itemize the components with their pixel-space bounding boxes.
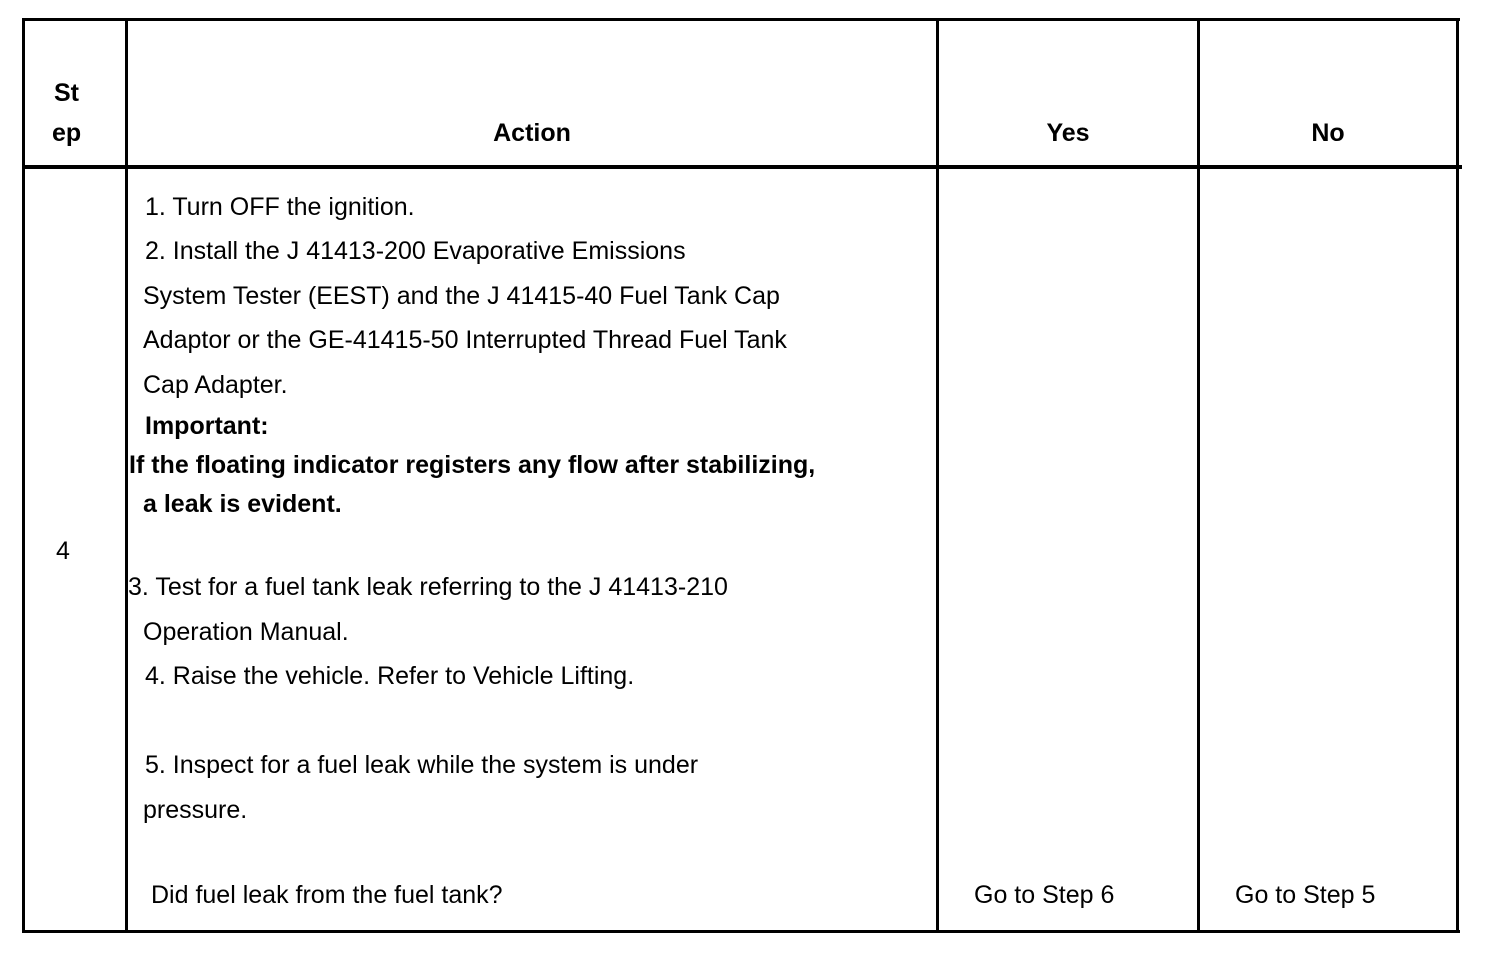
action-line: 2. Install the J 41413-200 Evaporative Emissions bbox=[145, 237, 686, 265]
action-line: Cap Adapter. bbox=[143, 371, 288, 399]
action-line: Operation Manual. bbox=[143, 618, 349, 646]
action-line: 1. Turn OFF the ignition. bbox=[145, 193, 415, 221]
action-line: 4. Raise the vehicle. Refer to Vehicle Lifting. bbox=[145, 662, 635, 690]
action-line: pressure. bbox=[143, 796, 248, 824]
question-text: Did fuel leak from the fuel tank? bbox=[151, 881, 503, 909]
header-bottom-border bbox=[22, 165, 1462, 169]
table-top-border bbox=[22, 18, 1460, 21]
step-action-divider bbox=[125, 18, 128, 933]
action-yes-divider bbox=[936, 18, 939, 933]
action-line: System Tester (EEST) and the J 41415-40 Fuel Tank Cap bbox=[143, 282, 780, 310]
table-right-border bbox=[1456, 18, 1459, 933]
yes-no-divider bbox=[1197, 18, 1200, 933]
important-text: a leak is evident. bbox=[143, 490, 342, 518]
important-text: If the floating indicator registers any flow after stabilizing, bbox=[129, 451, 816, 479]
action-line: Adaptor or the GE-41415-50 Interrupted Thread Fuel Tank bbox=[143, 326, 787, 354]
step-number: 4 bbox=[56, 537, 70, 565]
header-yes: Yes bbox=[1046, 119, 1090, 147]
important-label: Important: bbox=[145, 412, 269, 440]
table-bottom-border bbox=[22, 930, 1460, 933]
header-step-line2: ep bbox=[52, 119, 82, 147]
action-line: 3. Test for a fuel tank leak referring to the J 41413-210 bbox=[128, 573, 728, 601]
header-action: Action bbox=[493, 119, 571, 147]
yes-result: Go to Step 6 bbox=[974, 881, 1115, 909]
no-result: Go to Step 5 bbox=[1235, 881, 1376, 909]
header-no: No bbox=[1311, 119, 1345, 147]
header-step-line1: St bbox=[54, 79, 79, 107]
action-line: 5. Inspect for a fuel leak while the system is under bbox=[145, 751, 699, 779]
table-left-border bbox=[22, 18, 25, 933]
